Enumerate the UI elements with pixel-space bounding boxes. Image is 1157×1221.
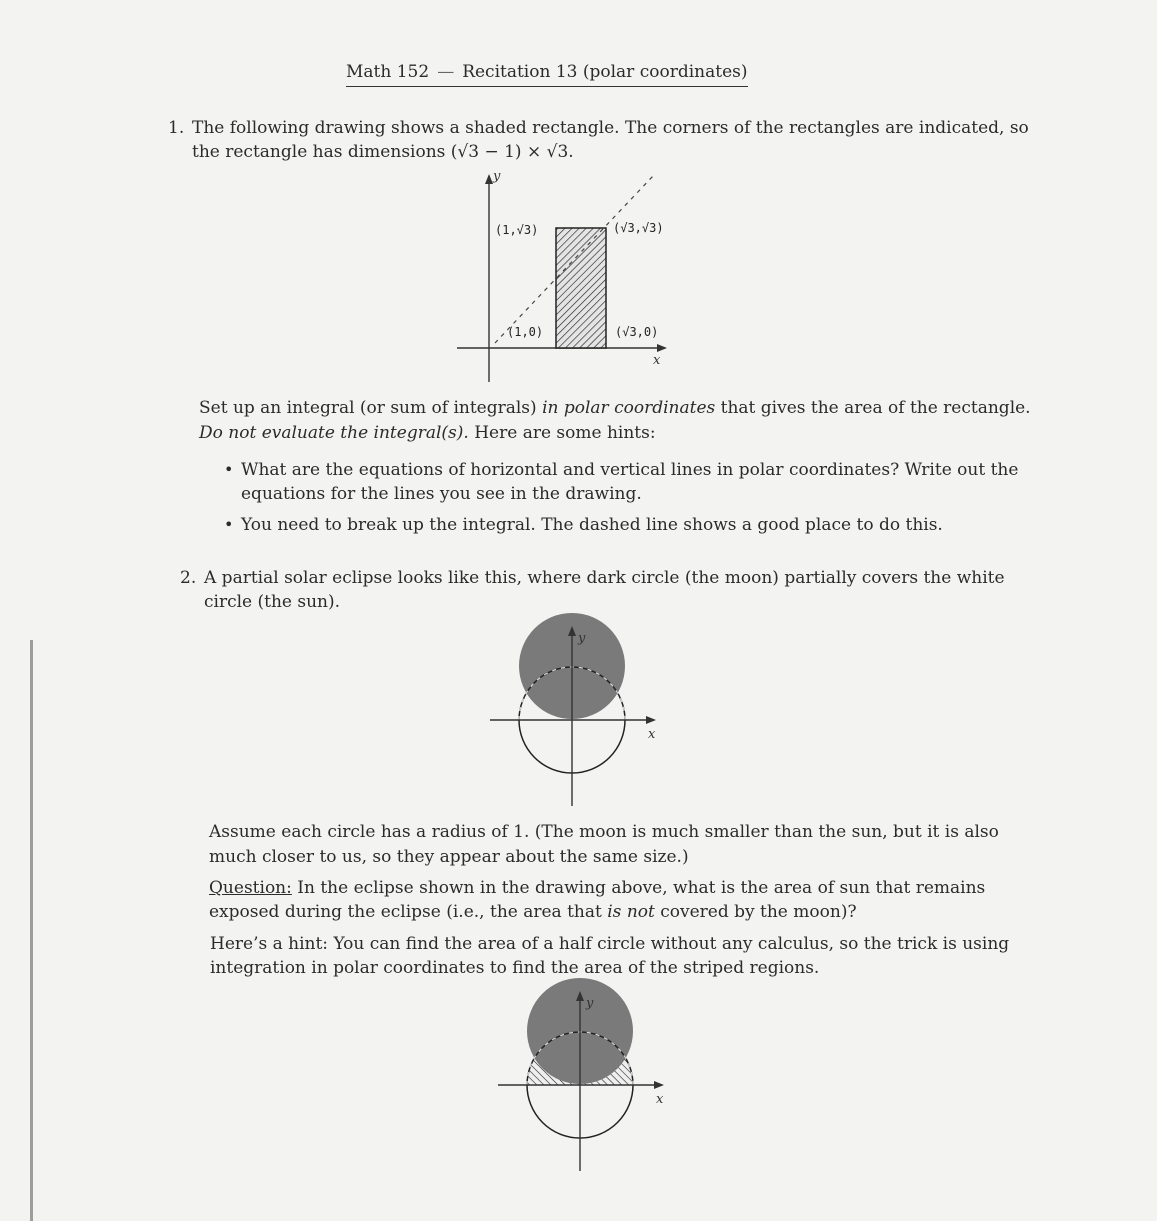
figure-3-y-label: y [586, 996, 594, 1011]
problem-2-intro-line-1: A partial solar eclipse looks like this, where dark circle (the moon) partially covers the white [204, 568, 1005, 588]
question-line-2 [209, 900, 857, 924]
corner-label-top-left: (1,√3) [495, 223, 539, 237]
hint-line-2: integration in polar coordinates to find the area of the striped regions. [210, 958, 820, 978]
setup-line-1-a: Set up an integral (or sum of integrals) [199, 398, 543, 418]
striped-x-axis-arrow-icon [654, 1081, 664, 1089]
corner-label-bottom-right: (√3,0) [615, 325, 659, 339]
recitation-title: Recitation 13 (polar coordinates) [462, 62, 748, 82]
setup-line-1 [199, 396, 1031, 420]
problem-1-number: 1. [168, 118, 185, 138]
figure-1-x-label: x [653, 353, 661, 368]
eclipse-x-axis-arrow-icon [646, 716, 656, 724]
title-dash: — [437, 62, 455, 82]
question-label: Question: [209, 878, 292, 898]
paper-edge [30, 640, 33, 1221]
hint-1-line-2: equations for the lines you see in the drawing. [241, 484, 642, 504]
hint-2-bullet: • [224, 515, 234, 534]
question-line-1 [209, 876, 985, 900]
setup-line-2-b: Here are some hints: [468, 423, 656, 443]
corner-label-top-right: (√3,√3) [613, 221, 664, 235]
problem-2-number: 2. [180, 568, 197, 588]
shaded-rectangle [556, 228, 606, 348]
problem-1-intro-line-2: the rectangle has dimensions (√3 − 1) × √3. [192, 142, 574, 162]
figure-1-y-label: y [493, 169, 501, 184]
hint-1-line-1: What are the equations of horizontal and vertical lines in polar coordinates? Write out the [241, 460, 1019, 480]
figure-2-x-label: x [648, 727, 656, 742]
page-title [346, 62, 748, 87]
question-line-1-rest: In the eclipse shown in the drawing above, what is the area of sun that remains [291, 878, 986, 898]
hint-line-1: Here’s a hint: You can find the area of a half circle without any calculus, so the trick is using [210, 934, 1010, 954]
eclipse-striped-figure [490, 975, 670, 1175]
assume-line-1: Assume each circle has a radius of 1. (The moon is much smaller than the sun, but it is also [209, 822, 999, 842]
setup-line-1-b: that gives the area of the rectangle. [715, 398, 1031, 418]
problem-1-intro-line-1: The following drawing shows a shaded rectangle. The corners of the rectangles are indicated, so [192, 118, 1029, 138]
hint-1-bullet: • [224, 460, 234, 479]
corner-label-bottom-left: (1,0) [507, 325, 544, 339]
setup-line-1-emphasis: in polar coordinates [542, 398, 716, 418]
question-line-2-a: exposed during the eclipse (i.e., the area that [209, 902, 608, 922]
assume-line-2: much closer to us, so they appear about the same size.) [209, 847, 689, 867]
setup-line-2-emphasis: Do not evaluate the integral(s). [199, 423, 469, 443]
question-line-2-b: covered by the moon)? [654, 902, 857, 922]
figure-3-x-label: x [656, 1092, 664, 1107]
figure-2-y-label: y [578, 631, 586, 646]
question-line-2-emphasis: is not [607, 902, 655, 922]
problem-2-intro-line-2: circle (the sun). [204, 592, 341, 612]
setup-line-2 [199, 421, 656, 445]
rectangle-figure [455, 168, 685, 388]
course-name: Math 152 [346, 62, 430, 82]
y-axis-arrow-icon [485, 174, 493, 184]
x-axis-arrow-icon [657, 344, 667, 352]
eclipse-figure [482, 610, 662, 810]
hint-2-line-1: You need to break up the integral. The dashed line shows a good place to do this. [241, 515, 943, 535]
